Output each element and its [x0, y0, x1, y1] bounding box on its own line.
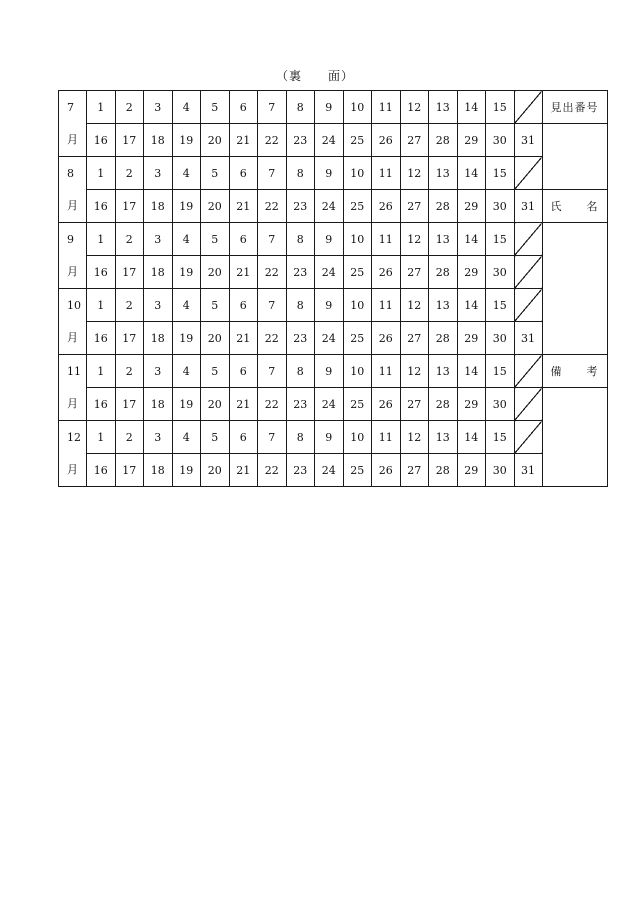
month-row-bottom — [59, 190, 608, 223]
day-cell[interactable]: 1 — [87, 223, 116, 256]
day-cell[interactable]: 26 — [372, 190, 401, 223]
day-cell[interactable]: 19 — [172, 256, 201, 289]
day-cell-31[interactable]: 31 — [514, 454, 542, 487]
day-cell[interactable]: 15 — [486, 91, 515, 124]
month-number-cell — [59, 355, 87, 388]
day-cell[interactable]: 3 — [144, 289, 173, 322]
day-cell[interactable]: 28 — [429, 454, 458, 487]
month-row-top — [59, 355, 608, 388]
day-cell[interactable]: 15 — [486, 157, 515, 190]
month-number: 11 — [67, 364, 81, 378]
day-cell[interactable]: 6 — [229, 91, 258, 124]
day-cell[interactable]: 3 — [144, 157, 173, 190]
day-cell[interactable]: 16 — [87, 454, 116, 487]
day-cell[interactable]: 29 — [457, 190, 486, 223]
day-cell[interactable]: 7 — [258, 421, 287, 454]
day-cell[interactable]: 1 — [87, 289, 116, 322]
crossed-out-cell — [514, 289, 542, 322]
day-cell[interactable]: 20 — [201, 256, 230, 289]
day-cell[interactable]: 8 — [286, 91, 315, 124]
day-cell[interactable]: 23 — [286, 322, 315, 355]
day-cell[interactable]: 18 — [144, 388, 173, 421]
day-cell[interactable]: 29 — [457, 388, 486, 421]
day-cell[interactable]: 9 — [315, 223, 344, 256]
month-number-cell — [59, 223, 87, 256]
day-cell[interactable]: 10 — [343, 289, 372, 322]
day-cell[interactable]: 19 — [172, 322, 201, 355]
month-unit-cell — [59, 124, 87, 157]
day-cell[interactable]: 19 — [172, 454, 201, 487]
day-cell[interactable]: 27 — [400, 190, 429, 223]
day-cell-31[interactable]: 31 — [514, 190, 542, 223]
day-cell[interactable]: 13 — [429, 223, 458, 256]
day-cell[interactable]: 8 — [286, 157, 315, 190]
day-cell[interactable]: 5 — [201, 91, 230, 124]
day-cell[interactable]: 2 — [115, 421, 144, 454]
day-cell[interactable]: 21 — [229, 454, 258, 487]
day-cell[interactable]: 23 — [286, 256, 315, 289]
day-cell[interactable]: 19 — [172, 388, 201, 421]
day-cell[interactable]: 26 — [372, 454, 401, 487]
name-label: 氏 名 — [542, 190, 607, 223]
month-unit: 月 — [67, 265, 78, 279]
day-cell[interactable]: 30 — [486, 322, 515, 355]
month-row-bottom — [59, 124, 608, 157]
day-cell[interactable]: 2 — [115, 289, 144, 322]
day-cell[interactable]: 29 — [457, 322, 486, 355]
day-cell[interactable]: 5 — [201, 289, 230, 322]
day-cell[interactable]: 30 — [486, 124, 515, 157]
day-cell[interactable]: 6 — [229, 223, 258, 256]
day-cell[interactable]: 21 — [229, 322, 258, 355]
day-cell[interactable]: 13 — [429, 91, 458, 124]
day-cell[interactable]: 5 — [201, 223, 230, 256]
day-cell[interactable]: 26 — [372, 124, 401, 157]
month-unit: 月 — [67, 331, 78, 345]
day-cell[interactable]: 12 — [400, 355, 429, 388]
remarks-field[interactable] — [542, 388, 607, 487]
day-cell[interactable]: 18 — [144, 454, 173, 487]
heading-number-label: 見出番号 — [542, 91, 607, 124]
day-cell[interactable]: 24 — [315, 322, 344, 355]
page-title: （裏 面） — [275, 69, 354, 83]
day-cell[interactable]: 16 — [87, 124, 116, 157]
day-cell[interactable]: 23 — [286, 388, 315, 421]
day-cell[interactable]: 4 — [172, 223, 201, 256]
crossed-out-cell — [514, 91, 542, 124]
month-number-cell — [59, 91, 87, 124]
day-cell[interactable]: 9 — [315, 421, 344, 454]
day-cell[interactable]: 25 — [343, 190, 372, 223]
day-cell[interactable]: 26 — [372, 322, 401, 355]
day-cell[interactable]: 7 — [258, 355, 287, 388]
day-cell[interactable]: 27 — [400, 256, 429, 289]
day-cell[interactable]: 25 — [343, 256, 372, 289]
day-cell[interactable]: 30 — [486, 454, 515, 487]
crossed-out-cell — [514, 157, 542, 190]
day-cell[interactable]: 11 — [372, 421, 401, 454]
day-cell[interactable]: 12 — [400, 157, 429, 190]
month-row-bottom — [59, 454, 608, 487]
day-cell[interactable]: 20 — [201, 454, 230, 487]
day-cell[interactable]: 20 — [201, 190, 230, 223]
day-cell[interactable]: 22 — [258, 388, 287, 421]
day-cell[interactable]: 2 — [115, 223, 144, 256]
day-cell[interactable]: 14 — [457, 157, 486, 190]
day-cell[interactable]: 12 — [400, 421, 429, 454]
month-unit-cell — [59, 190, 87, 223]
day-cell[interactable]: 4 — [172, 421, 201, 454]
day-cell[interactable]: 21 — [229, 190, 258, 223]
day-cell[interactable]: 5 — [201, 157, 230, 190]
day-cell[interactable]: 26 — [372, 388, 401, 421]
crossed-out-cell — [514, 388, 542, 421]
day-cell[interactable]: 22 — [258, 256, 287, 289]
month-row-top — [59, 289, 608, 322]
day-cell[interactable]: 29 — [457, 124, 486, 157]
day-cell[interactable]: 8 — [286, 223, 315, 256]
day-cell[interactable]: 20 — [201, 388, 230, 421]
day-cell[interactable]: 21 — [229, 388, 258, 421]
day-cell[interactable]: 30 — [486, 388, 515, 421]
day-cell[interactable]: 28 — [429, 124, 458, 157]
month-number: 8 — [67, 166, 74, 180]
heading-number-field[interactable] — [542, 124, 607, 190]
day-cell[interactable]: 18 — [144, 190, 173, 223]
day-cell[interactable]: 14 — [457, 355, 486, 388]
day-cell[interactable]: 27 — [400, 124, 429, 157]
day-cell[interactable]: 28 — [429, 388, 458, 421]
day-cell[interactable]: 10 — [343, 91, 372, 124]
day-cell[interactable]: 5 — [201, 421, 230, 454]
day-cell[interactable]: 25 — [343, 124, 372, 157]
day-cell[interactable]: 6 — [229, 355, 258, 388]
day-cell[interactable]: 25 — [343, 454, 372, 487]
day-cell[interactable]: 22 — [258, 190, 287, 223]
day-cell[interactable]: 1 — [87, 421, 116, 454]
day-cell[interactable]: 3 — [144, 355, 173, 388]
day-cell[interactable]: 27 — [400, 388, 429, 421]
day-cell[interactable]: 10 — [343, 421, 372, 454]
month-unit-cell — [59, 322, 87, 355]
day-cell[interactable]: 9 — [315, 157, 344, 190]
day-cell[interactable]: 11 — [372, 289, 401, 322]
day-cell[interactable]: 14 — [457, 223, 486, 256]
day-cell[interactable]: 16 — [87, 190, 116, 223]
day-cell[interactable]: 13 — [429, 289, 458, 322]
day-cell[interactable]: 8 — [286, 421, 315, 454]
day-cell[interactable]: 2 — [115, 355, 144, 388]
day-cell[interactable]: 28 — [429, 190, 458, 223]
day-cell[interactable]: 28 — [429, 322, 458, 355]
day-cell[interactable]: 24 — [315, 190, 344, 223]
day-cell[interactable]: 1 — [87, 157, 116, 190]
day-cell[interactable]: 6 — [229, 157, 258, 190]
day-cell[interactable]: 26 — [372, 256, 401, 289]
day-cell-31[interactable]: 31 — [514, 322, 542, 355]
day-cell[interactable]: 3 — [144, 421, 173, 454]
day-cell[interactable]: 15 — [486, 223, 515, 256]
day-cell[interactable]: 22 — [258, 322, 287, 355]
day-cell[interactable]: 17 — [115, 256, 144, 289]
day-cell[interactable]: 19 — [172, 124, 201, 157]
month-row-top — [59, 223, 608, 256]
day-cell[interactable]: 4 — [172, 157, 201, 190]
day-cell[interactable]: 2 — [115, 157, 144, 190]
day-cell[interactable]: 17 — [115, 190, 144, 223]
attendance-calendar-table — [58, 90, 608, 487]
day-cell[interactable]: 21 — [229, 256, 258, 289]
day-cell[interactable]: 15 — [486, 421, 515, 454]
day-cell[interactable]: 15 — [486, 355, 515, 388]
day-cell[interactable]: 29 — [457, 256, 486, 289]
day-cell[interactable]: 4 — [172, 289, 201, 322]
day-cell[interactable]: 23 — [286, 124, 315, 157]
day-cell[interactable]: 8 — [286, 289, 315, 322]
month-unit-cell — [59, 256, 87, 289]
day-cell[interactable]: 7 — [258, 223, 287, 256]
day-cell[interactable]: 12 — [400, 91, 429, 124]
day-cell[interactable]: 1 — [87, 91, 116, 124]
day-cell[interactable]: 24 — [315, 124, 344, 157]
crossed-out-cell — [514, 355, 542, 388]
day-cell[interactable]: 6 — [229, 421, 258, 454]
day-cell[interactable]: 15 — [486, 289, 515, 322]
crossed-out-cell — [514, 256, 542, 289]
day-cell[interactable]: 17 — [115, 388, 144, 421]
day-cell[interactable]: 5 — [201, 355, 230, 388]
day-cell[interactable]: 20 — [201, 124, 230, 157]
day-cell[interactable]: 29 — [457, 454, 486, 487]
day-cell[interactable]: 24 — [315, 454, 344, 487]
day-cell[interactable]: 4 — [172, 355, 201, 388]
month-number: 7 — [67, 100, 74, 114]
day-cell[interactable]: 11 — [372, 223, 401, 256]
day-cell[interactable]: 7 — [258, 91, 287, 124]
day-cell[interactable]: 13 — [429, 157, 458, 190]
day-cell[interactable]: 18 — [144, 256, 173, 289]
month-row-top — [59, 91, 608, 124]
day-cell[interactable]: 13 — [429, 421, 458, 454]
day-cell[interactable]: 18 — [144, 124, 173, 157]
day-cell[interactable]: 14 — [457, 91, 486, 124]
day-cell[interactable]: 30 — [486, 256, 515, 289]
day-cell[interactable]: 27 — [400, 322, 429, 355]
month-row-bottom — [59, 256, 608, 289]
day-cell[interactable]: 17 — [115, 322, 144, 355]
day-cell[interactable]: 23 — [286, 454, 315, 487]
month-number: 10 — [67, 298, 81, 312]
day-cell[interactable]: 9 — [315, 355, 344, 388]
day-cell-31[interactable]: 31 — [514, 124, 542, 157]
month-unit: 月 — [67, 397, 78, 411]
month-row-bottom — [59, 388, 608, 421]
day-cell[interactable]: 16 — [87, 388, 116, 421]
day-cell[interactable]: 25 — [343, 388, 372, 421]
day-cell[interactable]: 28 — [429, 256, 458, 289]
day-cell[interactable]: 20 — [201, 322, 230, 355]
day-cell[interactable]: 16 — [87, 322, 116, 355]
day-cell[interactable]: 14 — [457, 289, 486, 322]
day-cell[interactable]: 2 — [115, 91, 144, 124]
day-cell[interactable]: 22 — [258, 454, 287, 487]
day-cell[interactable]: 30 — [486, 190, 515, 223]
day-cell[interactable]: 7 — [258, 289, 287, 322]
day-cell[interactable]: 24 — [315, 256, 344, 289]
month-unit-cell — [59, 388, 87, 421]
day-cell[interactable]: 1 — [87, 355, 116, 388]
day-cell[interactable]: 6 — [229, 289, 258, 322]
crossed-out-cell — [514, 223, 542, 256]
month-number-cell — [59, 157, 87, 190]
month-unit: 月 — [67, 463, 78, 477]
day-cell[interactable]: 11 — [372, 157, 401, 190]
day-cell[interactable]: 19 — [172, 190, 201, 223]
remarks-label: 備 考 — [542, 355, 607, 388]
day-cell[interactable]: 11 — [372, 355, 401, 388]
day-cell[interactable]: 3 — [144, 223, 173, 256]
name-field[interactable] — [542, 223, 607, 355]
day-cell[interactable]: 17 — [115, 454, 144, 487]
day-cell[interactable]: 17 — [115, 124, 144, 157]
day-cell[interactable]: 13 — [429, 355, 458, 388]
month-number-cell — [59, 289, 87, 322]
day-cell[interactable]: 25 — [343, 322, 372, 355]
day-cell[interactable]: 18 — [144, 322, 173, 355]
day-cell[interactable]: 12 — [400, 223, 429, 256]
day-cell[interactable]: 10 — [343, 355, 372, 388]
month-number-cell — [59, 421, 87, 454]
day-cell[interactable]: 14 — [457, 421, 486, 454]
day-cell[interactable]: 12 — [400, 289, 429, 322]
month-row-top — [59, 157, 608, 190]
day-cell[interactable]: 27 — [400, 454, 429, 487]
day-cell[interactable]: 23 — [286, 190, 315, 223]
day-cell[interactable]: 10 — [343, 223, 372, 256]
day-cell[interactable]: 11 — [372, 91, 401, 124]
day-cell[interactable]: 4 — [172, 91, 201, 124]
day-cell[interactable]: 24 — [315, 388, 344, 421]
month-number: 12 — [67, 430, 81, 444]
day-cell[interactable]: 8 — [286, 355, 315, 388]
day-cell[interactable]: 9 — [315, 91, 344, 124]
month-row-top — [59, 421, 608, 454]
day-cell[interactable]: 22 — [258, 124, 287, 157]
crossed-out-cell — [514, 421, 542, 454]
day-cell[interactable]: 3 — [144, 91, 173, 124]
month-row-bottom — [59, 322, 608, 355]
month-unit: 月 — [67, 133, 78, 147]
month-number: 9 — [67, 232, 74, 246]
month-unit-cell — [59, 454, 87, 487]
day-cell[interactable]: 7 — [258, 157, 287, 190]
day-cell[interactable]: 9 — [315, 289, 344, 322]
day-cell[interactable]: 10 — [343, 157, 372, 190]
month-unit: 月 — [67, 199, 78, 213]
day-cell[interactable]: 21 — [229, 124, 258, 157]
day-cell[interactable]: 16 — [87, 256, 116, 289]
